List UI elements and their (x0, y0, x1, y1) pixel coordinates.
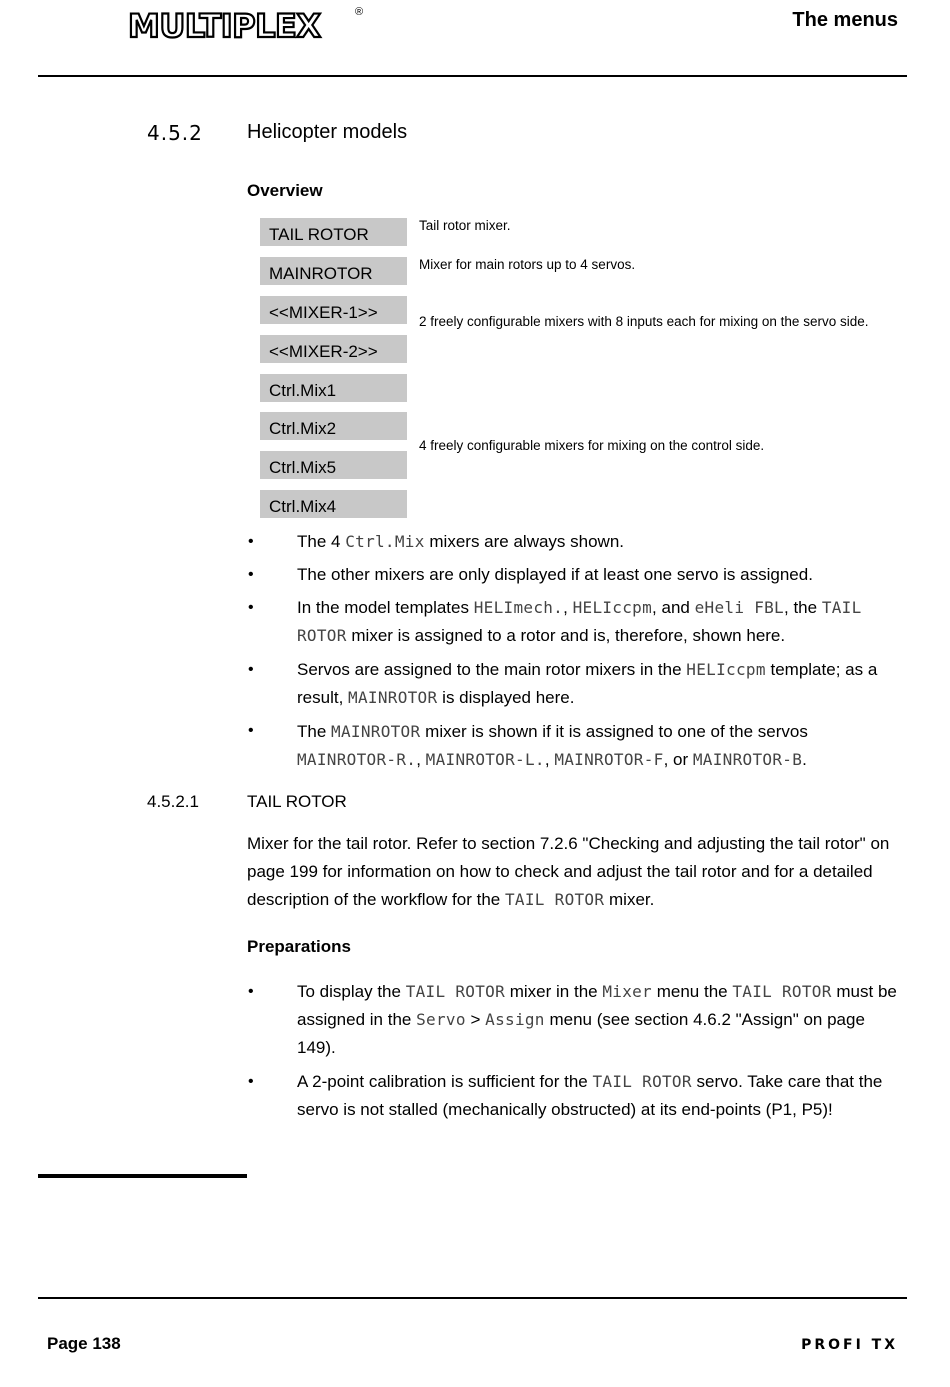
product-name: PROFI TX (801, 1337, 898, 1353)
bullet-dot: • (248, 566, 254, 583)
bullet-display-tail-rotor: To display the TAIL ROTOR mixer in the Mixer menu the TAIL ROTOR must be assigned in the Servo > Assign menu (see section 4.6.2 "Assign" on page 149). (297, 982, 897, 1057)
desc-tail-rotor: Tail rotor mixer. (419, 218, 511, 233)
bullet-dot: • (248, 1073, 254, 1090)
menu-box-tail-rotor: TAIL ROTOR (260, 218, 407, 246)
desc-ctrl-mixers: 4 freely configurable mixers for mixing on the control side. (419, 438, 765, 453)
footer-rule (38, 1297, 907, 1299)
multiplex-logo: MULTIPLEX (128, 7, 321, 45)
header-title: The menus (792, 9, 898, 31)
overview-heading: Overview (247, 181, 323, 200)
menu-box-ctrl-mix2: Ctrl.Mix2 (260, 412, 407, 440)
bullet-mainrotor-shown: The MAINROTOR mixer is shown if it is assigned to one of the servos MAINROTOR-R., MAINROTOR-L., MAINROTOR-F, or MAINROTOR-B. (297, 722, 808, 769)
bullet-dot: • (248, 983, 254, 1000)
footnote-rule (38, 1174, 247, 1178)
subsection-number: 4.5.2.1 (147, 792, 199, 811)
bullet-other-mixers: The other mixers are only displayed if at least one servo is assigned. (297, 565, 813, 584)
subsection-title: TAIL ROTOR (247, 792, 347, 811)
menu-box-mixer-1: <<MIXER-1>> (260, 296, 407, 324)
menu-box-ctrl-mix4: Ctrl.Mix4 (260, 490, 407, 518)
desc-mixers: 2 freely configurable mixers with 8 inputs each for mixing on the servo side. (419, 314, 869, 329)
bullet-ctrl-mix-shown: The 4 Ctrl.Mix mixers are always shown. (297, 532, 625, 551)
menu-box-ctrl-mix1: Ctrl.Mix1 (260, 374, 407, 402)
section-title: Helicopter models (247, 121, 408, 143)
bullet-calibration: A 2-point calibration is sufficient for the TAIL ROTOR servo. Take care that the servo is not stalled (mechanically obstructed) at its end-points (P1, P5)! (297, 1072, 883, 1119)
bullet-dot: • (248, 722, 254, 739)
bullet-servos-assigned: Servos are assigned to the main rotor mixers in the HELIccpm template; as a result, MAINROTOR is displayed here. (297, 660, 878, 707)
header-rule (38, 75, 907, 77)
preparations-heading: Preparations (247, 937, 351, 956)
page-number: Page 138 (47, 1334, 121, 1353)
menu-box-mainrotor: MAINROTOR (260, 257, 407, 285)
bullet-dot: • (248, 533, 254, 550)
menu-box-mixer-2: <<MIXER-2>> (260, 335, 407, 363)
bullet-model-templates: In the model templates HELImech., HELIccpm, and eHeli FBL, the TAIL ROTOR mixer is assigned to a rotor and is, therefore, shown here. (297, 598, 862, 645)
section-number: 4.5.2 (147, 121, 203, 145)
bullet-dot: • (248, 661, 254, 678)
menu-box-ctrl-mix5: Ctrl.Mix5 (260, 451, 407, 479)
registered-mark: ® (355, 6, 364, 18)
bullet-dot: • (248, 599, 254, 616)
tail-rotor-paragraph: Mixer for the tail rotor. Refer to section 7.2.6 "Checking and adjusting the tail rotor" on page 199 for information on how to check and adjust the tail rotor and for a detailed description of the workflow for the TAIL ROTOR mixer. (247, 834, 890, 909)
desc-mainrotor: Mixer for main rotors up to 4 servos. (419, 257, 636, 272)
